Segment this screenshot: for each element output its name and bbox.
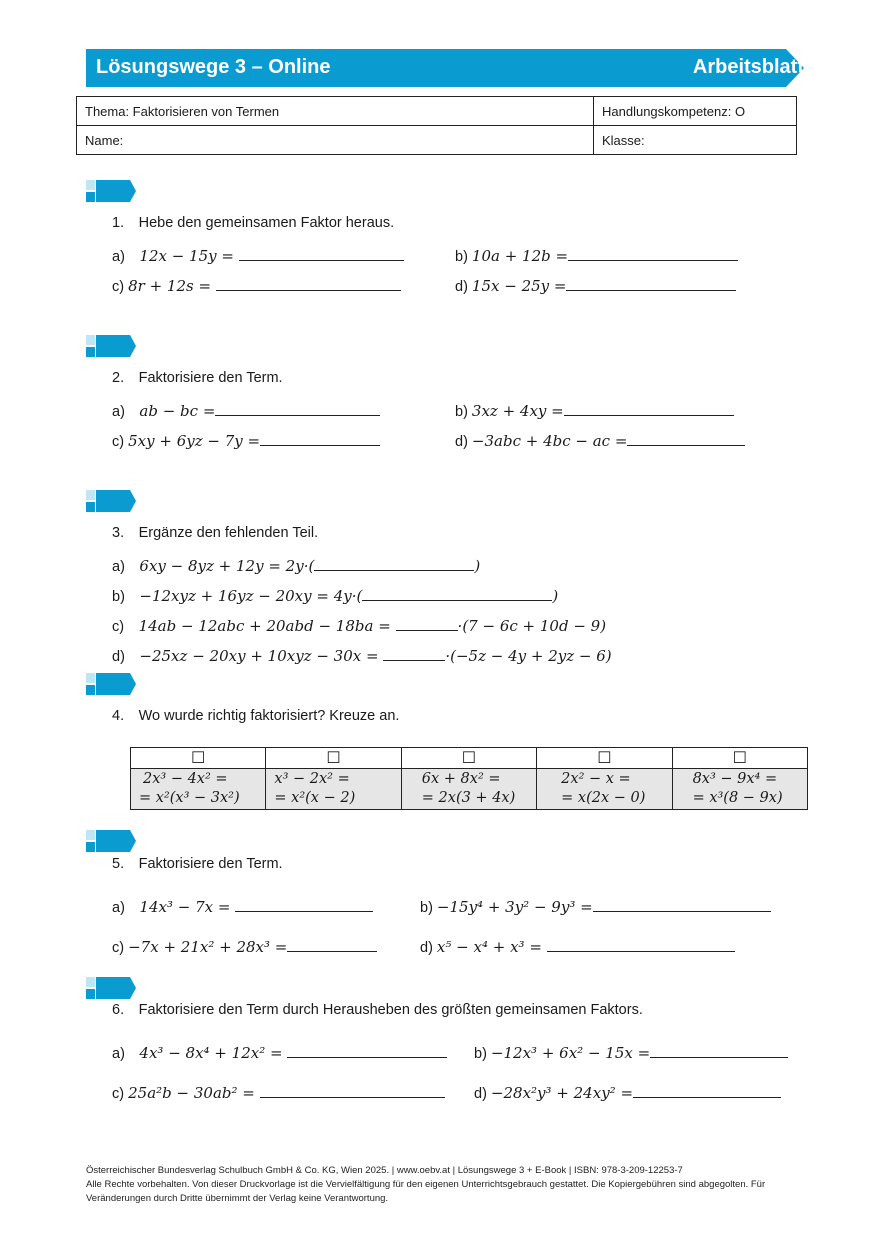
topic-cell: Thema: Faktorisieren von Termen [77,97,594,126]
answer-blank[interactable] [235,896,373,912]
answer-blank[interactable] [568,245,738,261]
footer-line: Alle Rechte vorbehalten. Von dieser Druckvorlage ist die Vervielfältigung für den eigenen Unterrichtsgebrauch gestattet. Die Kopiergebühren sind abgegolten. Für [86,1179,766,1190]
answer-blank[interactable] [239,245,404,261]
task-3c: c) 14ab − 12abc + 20abd − 18ba = ·(7 − 6c + 10d − 9) [112,617,607,635]
answer-blank[interactable] [314,555,474,571]
footer [86,1164,806,1206]
task-2b: b) 3xz + 4xy = [455,400,734,420]
answer-blank[interactable] [287,1042,447,1058]
task-4-title: 4. Wo wurde richtig faktorisiert? Kreuze an. [112,708,400,724]
answer-blank[interactable] [547,936,735,952]
task-5b: b) −15y⁴ + 3y² − 9y³ = [420,896,771,916]
answer-blank[interactable] [287,936,377,952]
answer-blank[interactable] [593,896,771,912]
task-3a: a) 6xy − 8yz + 12y = 2y·( ) [112,557,481,575]
competence-cell: Handlungskompetenz: O [594,97,797,126]
task-1c: c) 8r + 12s = [112,275,401,295]
task-1-title: 1. Hebe den gemeinsamen Faktor heraus. [112,215,395,231]
answer-blank[interactable] [633,1082,781,1098]
answer-blank[interactable] [383,645,445,661]
task-1a: a) 12x − 15y = [112,245,404,265]
option-expression: 2x² − x = = x(2x − 0) [537,769,672,810]
answer-blank[interactable] [396,615,458,631]
task-marker [86,335,136,357]
task-marker [86,180,136,202]
name-field[interactable]: Name: [77,126,594,155]
task-3d: d) −25xz − 20xy + 10xyz − 30x = ·(−5z − 4y + 2yz − 6) [112,647,612,665]
answer-blank[interactable] [260,430,380,446]
task-3-title: 3. Ergänze den fehlenden Teil. [112,525,319,541]
task-6-title: 6. Faktorisiere den Term durch Herausheben des größten gemeinsamen Faktors. [112,1002,643,1018]
task-marker [86,977,136,999]
task-5-title: 5. Faktorisiere den Term. [112,856,283,872]
answer-blank[interactable] [627,430,745,446]
class-field[interactable]: Klasse: [594,126,797,155]
task-1d: d) 15x − 25y = [455,275,736,295]
info-table [76,96,797,155]
answer-blank[interactable] [260,1082,445,1098]
header-title: Lösungswege 3 – Online [96,56,331,78]
answer-blank[interactable] [362,585,552,601]
checkbox[interactable]: ☐ [401,748,536,769]
checkbox[interactable]: ☐ [131,748,266,769]
answer-blank[interactable] [564,400,734,416]
task-5a: a) 14x³ − 7x = [112,896,373,916]
footer-line: Österreichischer Bundesverlag Schulbuch GmbH & Co. KG, Wien 2025. | www.oebv.at | Lösungswege 3 + E-Book | ISBN: 978-3-209-12253-7 [86,1165,683,1176]
task-3b: b) −12xyz + 16yz − 20xy = 4y·( ) [112,587,559,605]
task-2d: d) −3abc + 4bc − ac = [455,430,745,450]
task-marker [86,830,136,852]
task-6c: c) 25a²b − 30ab² = [112,1082,445,1102]
option-expression: 2x³ − 4x² = = x²(x³ − 3x²) [131,769,266,810]
options-table [130,747,808,810]
footer-line: Veränderungen durch Dritte übernimmt der Verlag keine Verantwortung. [86,1193,389,1204]
task-marker [86,490,136,512]
task-2-title: 2. Faktorisiere den Term. [112,370,283,386]
task-6a: a) 4x³ − 8x⁴ + 12x² = [112,1042,447,1062]
answer-blank[interactable] [215,400,380,416]
checkbox[interactable]: ☐ [537,748,672,769]
task-6d: d) −28x²y³ + 24xy² = [474,1082,781,1102]
task-5d: d) x⁵ − x⁴ + x³ = [420,936,735,956]
answer-blank[interactable] [650,1042,788,1058]
task-marker [86,673,136,695]
task-6b: b) −12x³ + 6x² − 15x = [474,1042,788,1062]
task-2c: c) 5xy + 6yz − 7y = [112,430,380,450]
option-expression: x³ − 2x² = = x²(x − 2) [266,769,401,810]
option-expression: 6x + 8x² = = 2x(3 + 4x) [401,769,536,810]
task-1b: b) 10a + 12b = [455,245,738,265]
task-5c: c) −7x + 21x² + 28x³ = [112,936,377,956]
header-type: Arbeitsblatt [692,56,804,78]
checkbox[interactable]: ☐ [672,748,807,769]
checkbox[interactable]: ☐ [266,748,401,769]
option-expression: 8x³ − 9x⁴ = = x³(8 − 9x) [672,769,807,810]
task-2a: a) ab − bc = [112,400,380,420]
answer-blank[interactable] [216,275,401,291]
answer-blank[interactable] [566,275,736,291]
